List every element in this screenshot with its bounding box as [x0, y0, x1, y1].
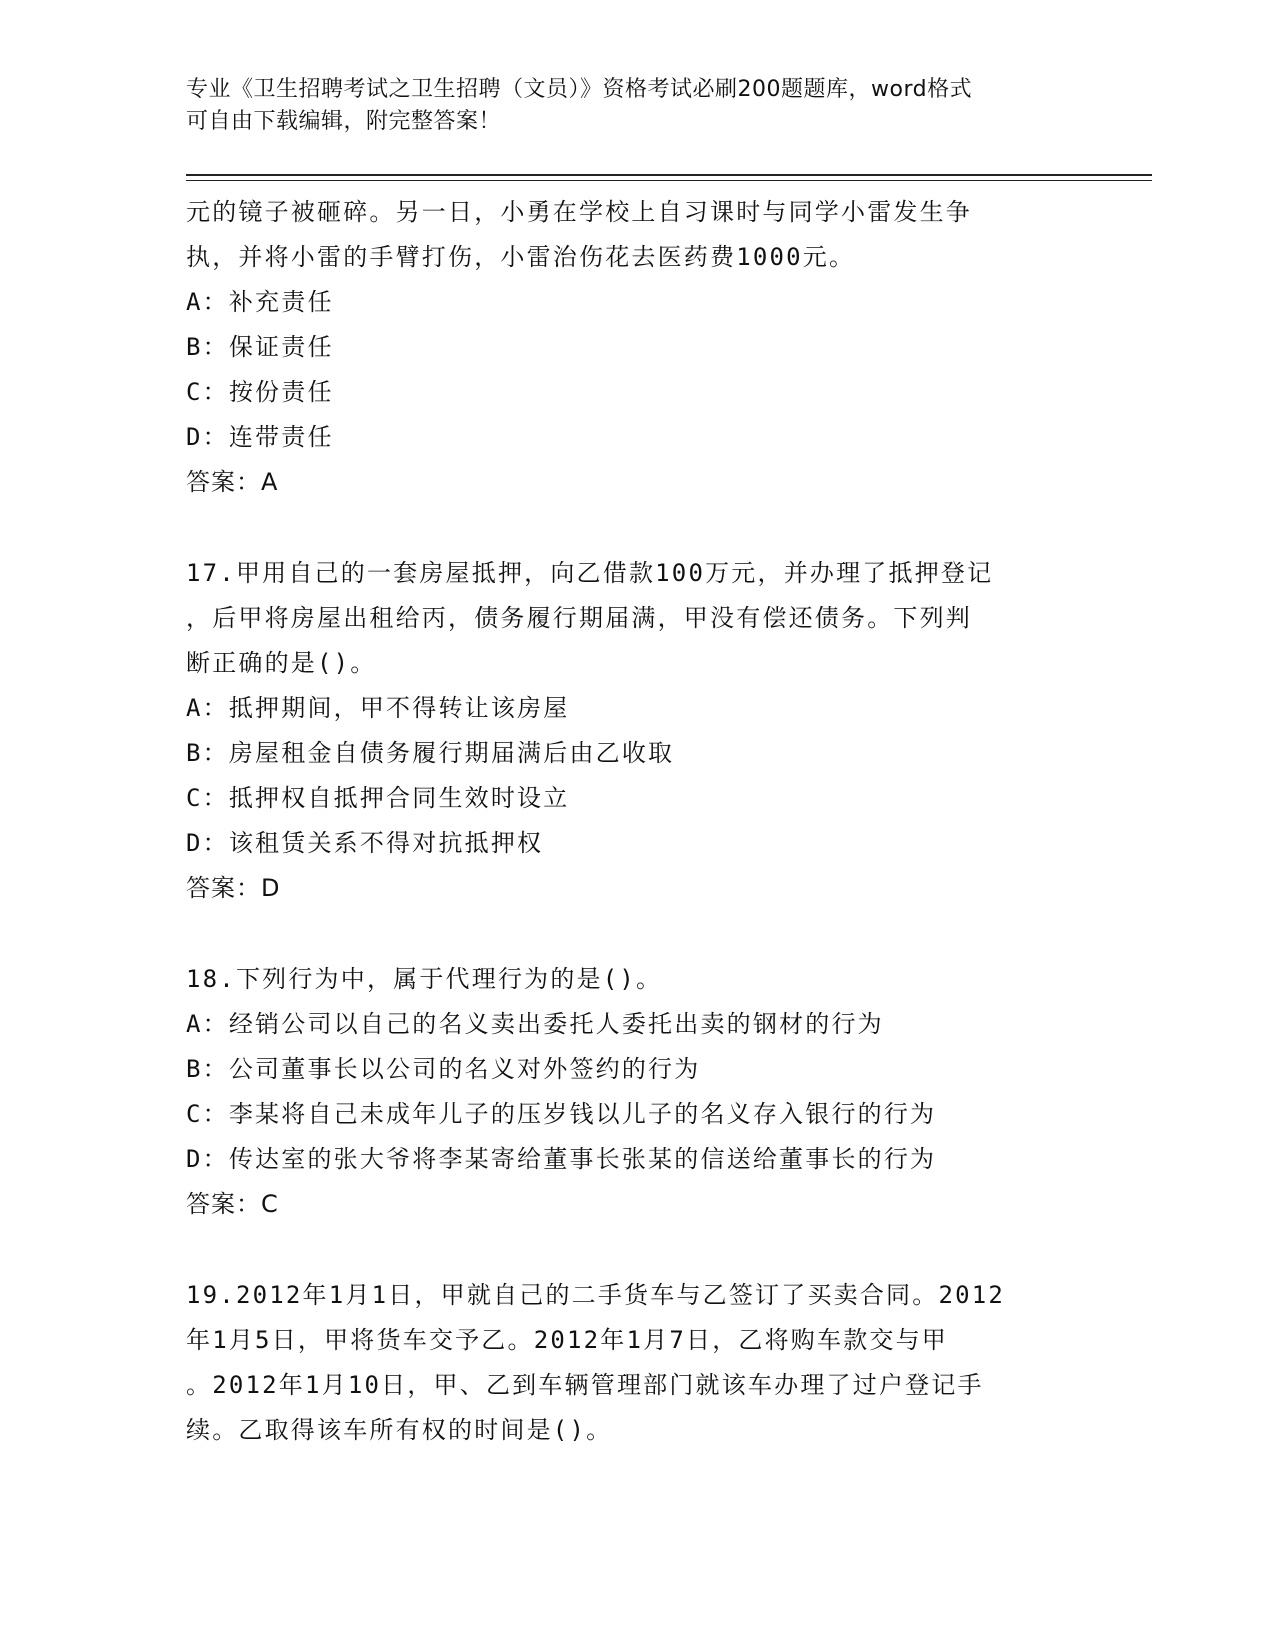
question-text: ，后甲将房屋出租给丙，债务履行期届满，甲没有偿还债务。下列判 — [186, 604, 972, 632]
header-divider-thick — [186, 174, 1152, 176]
header-divider-thin — [186, 180, 1152, 181]
question-text: 18.下列行为中，属于代理行为的是()。 — [186, 965, 663, 993]
document-header — [186, 74, 1066, 138]
answer: 答案：C — [186, 1190, 279, 1218]
answer: 答案：D — [186, 874, 281, 902]
question-text: 续。乙取得该车所有权的时间是()。 — [186, 1416, 613, 1444]
option-d: D：连带责任 — [186, 423, 334, 451]
document-body — [186, 190, 1086, 1453]
option-d: D：传达室的张大爷将李某寄给董事长张某的信送给董事长的行为 — [186, 1145, 937, 1173]
option-c: C：按份责任 — [186, 378, 334, 406]
question-text: 执，并将小雷的手臂打伤，小雷治伤花去医药费1000元。 — [186, 243, 856, 271]
question-18 — [186, 957, 1086, 1227]
question-text: 19.2012年1月1日，甲就自己的二手货车与乙签订了买卖合同。2012 — [186, 1281, 1006, 1309]
spacer — [186, 1227, 1086, 1273]
option-a: A：补充责任 — [186, 288, 334, 316]
question-19 — [186, 1273, 1086, 1453]
answer: 答案：A — [186, 468, 279, 496]
question-16 — [186, 190, 1086, 505]
spacer — [186, 911, 1086, 957]
option-b: B：保证责任 — [186, 333, 334, 361]
option-a: A：抵押期间，甲不得转让该房屋 — [186, 694, 570, 722]
header-line-2: 可自由下载编辑，附完整答案！ — [186, 109, 502, 134]
question-text: 17.甲用自己的一套房屋抵押，向乙借款100万元，并办理了抵押登记 — [186, 559, 994, 587]
question-text: 。2012年1月10日，甲、乙到车辆管理部门就该车办理了过户登记手 — [186, 1371, 984, 1399]
option-c: C：抵押权自抵押合同生效时设立 — [186, 784, 570, 812]
question-text: 年1月5日，甲将货车交予乙。2012年1月7日，乙将购车款交与甲 — [186, 1326, 948, 1354]
option-d: D：该租赁关系不得对抗抵押权 — [186, 829, 544, 857]
question-text: 元的镜子被砸碎。另一日，小勇在学校上自习课时与同学小雷发生争 — [186, 198, 972, 226]
spacer — [186, 505, 1086, 551]
option-b: B：公司董事长以公司的名义对外签约的行为 — [186, 1055, 701, 1083]
question-17 — [186, 551, 1086, 911]
question-text: 断正确的是()。 — [186, 649, 377, 677]
option-b: B：房屋租金自债务履行期届满后由乙收取 — [186, 739, 675, 767]
option-c: C：李某将自己未成年儿子的压岁钱以儿子的名义存入银行的行为 — [186, 1100, 937, 1128]
header-line-1: 专业《卫生招聘考试之卫生招聘（文员）》资格考试必刷200题题库，word格式 — [186, 77, 973, 102]
option-a: A：经销公司以自己的名义卖出委托人委托出卖的钢材的行为 — [186, 1010, 884, 1038]
